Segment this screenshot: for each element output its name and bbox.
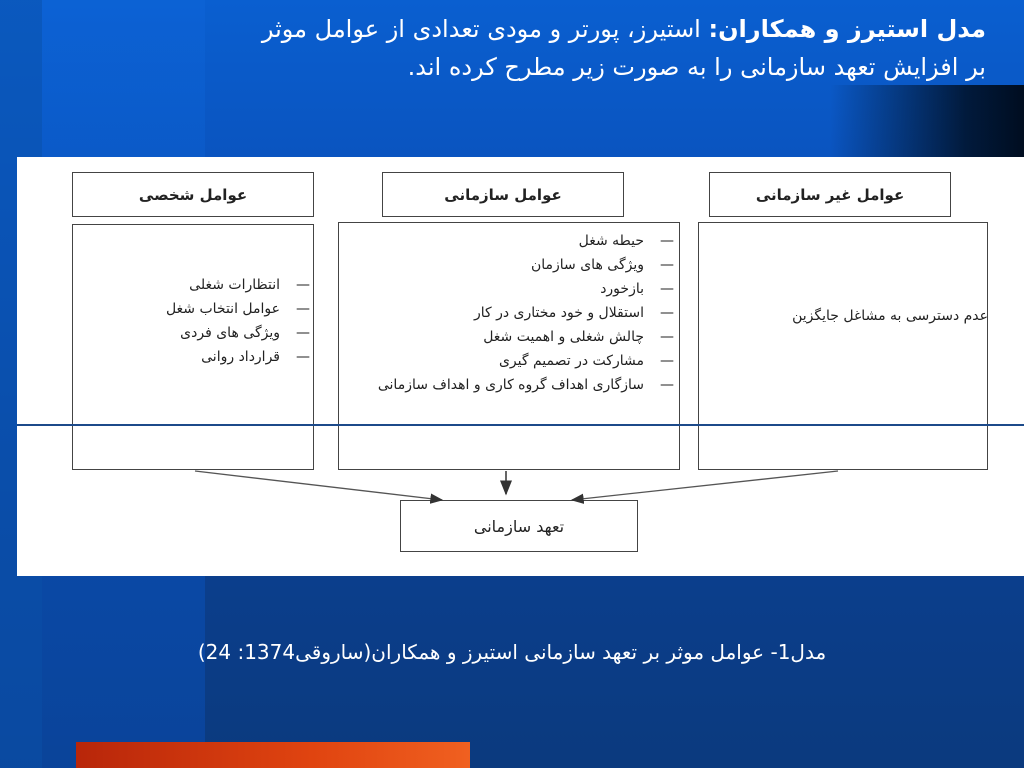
list-item: — عوامل انتخاب شغل [166, 297, 310, 321]
list-item: — مشارکت در تصمیم گیری [364, 349, 674, 373]
list-item: — حیطه شغل [364, 229, 674, 253]
list-item: — بازخورد [364, 277, 674, 301]
arrow-nonorg-to-commitment [572, 471, 838, 500]
list-item: — چالش شغلی و اهمیت شغل [364, 325, 674, 349]
non-organizational-factors-header-label: عوامل غیر سازمانی [755, 185, 905, 204]
title-line-1-text: استیرز، پورتر و مودی تعدادی از عوامل موثر [261, 15, 709, 43]
personal-factors-header-label: عوامل شخصی [138, 185, 248, 204]
list-item: — ویژگی های سازمان [364, 253, 674, 277]
organizational-factors-header-label: عوامل سازمانی [444, 185, 562, 204]
list-item: — قرارداد روانی [166, 345, 310, 369]
list-item: — ویژگی های فردی [166, 321, 310, 345]
title-bold: مدل استیرز و همکاران: [708, 15, 986, 43]
list-item: — انتظارات شغلی [166, 273, 310, 297]
list-item: — استقلال و خود مختاری در کار [364, 301, 674, 325]
organizational-commitment-label: تعهد سازمانی [473, 516, 565, 536]
list-item: — سازگاری اهداف گروه کاری و اهداف سازمانی [364, 373, 674, 397]
horizontal-divider-line [17, 424, 1024, 426]
title-line-2: بر افزایش تعهد سازمانی را به صورت زیر مطرح کرده اند. [407, 53, 986, 82]
figure-caption: مدل1- عوامل موثر بر تعهد سازمانی استیرز و همکاران(ساروقی1374: 24) [197, 640, 827, 664]
arrow-personal-to-commitment [195, 471, 442, 500]
non-organizational-item: عدم دسترسی به مشاغل جایگزین [792, 308, 988, 324]
